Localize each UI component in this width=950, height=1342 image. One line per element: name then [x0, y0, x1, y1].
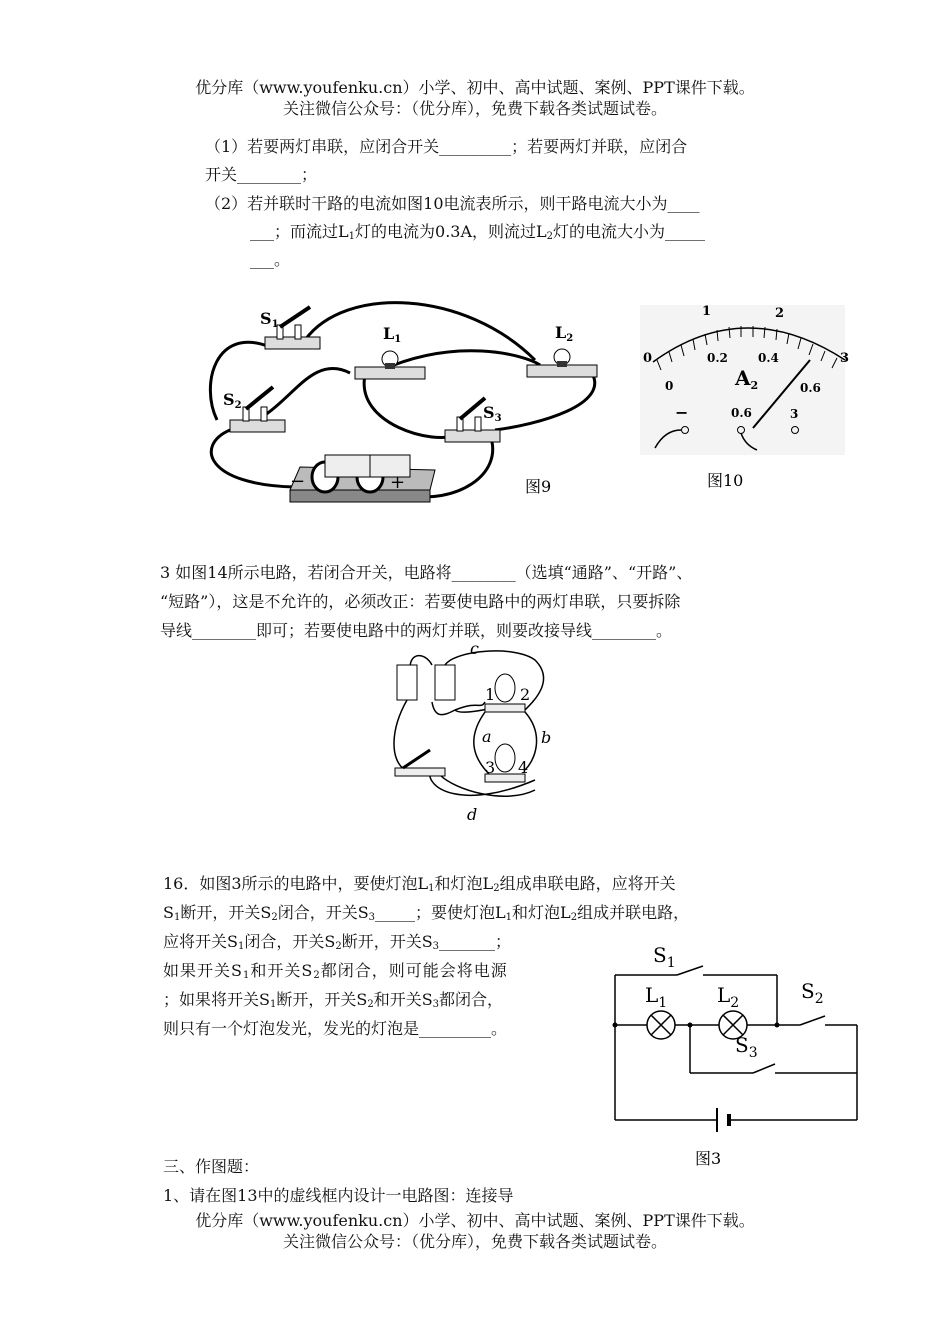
q16-line-4: 如果开关$S_1$和开关$S_2$都闭合，则可能会将电源: [163, 961, 508, 981]
fig14-wire-a: a: [482, 727, 492, 746]
header-line-2: 关注微信公众号：（优分库），免费下载各类试题试卷。: [282, 99, 667, 118]
fig10-bottom-tick-3: 0.6: [800, 381, 821, 395]
figure-3: [605, 940, 870, 1175]
battery-box: [290, 455, 435, 502]
figure-10: [635, 300, 850, 495]
q16-line-2: $S_1$断开，开关$S_2$闭合，开关$S_3\_\_\_\_\_$；要使灯泡$L_1$和灯泡$L_2$组成并联电路，: [163, 903, 690, 923]
section-3-title: 三、作图题：: [163, 1157, 260, 1176]
footer-line-2: 关注微信公众号：（优分库），免费下载各类试题试卷。: [282, 1232, 667, 1251]
q2-part1-line2: 开关________；: [205, 165, 318, 184]
figure-9: [205, 295, 605, 515]
fig14-term-3: 3: [485, 758, 496, 777]
q16-line-5: ；如果将开关$S_1$断开，开关$S_2$和开关$S_3$都闭合，: [163, 990, 504, 1010]
fig10-top-tick-3: 3: [840, 351, 850, 366]
q16-line-6: 则只有一个灯泡发光，发光的灯泡是_________。: [163, 1019, 508, 1038]
fig10-bottom-tick-1: 0.2: [707, 351, 728, 365]
fig14-wire-d: d: [467, 805, 478, 824]
fig3-s2-label: $S_2$: [801, 979, 824, 1007]
fig10-top-tick-1: 1: [702, 304, 712, 319]
footer-line-1: 优分库（www.youfenku.cn）小学、初中、高中试题、案例、PPT课件下载。: [195, 1211, 755, 1230]
q16-line-3: 应将开关$S_1$闭合，开关$S_2$断开，开关$S_3\_\_\_\_\_\_\_$；: [163, 932, 512, 952]
fig9-s3-label: S3: [483, 403, 502, 424]
fig10-bottom-tick-0: 0: [665, 379, 674, 393]
q2-part2-line3: ___。: [250, 250, 291, 269]
section-3-q1: 1、请在图13中的虚线框内设计一电路图：连接导: [163, 1186, 514, 1205]
fig9-s2-label: S2: [223, 390, 242, 411]
q16-line-1: 16．如图3所示的电路中，要使灯泡$L_1$和灯泡$L_2$组成串联电路，应将开关: [163, 874, 676, 894]
fig10-top-tick-0: 0: [643, 351, 653, 366]
fig3-s1-label: $S_1$: [653, 943, 676, 971]
q3-line-2: “短路”），这是不允许的，必须改正：若要使电路中的两灯串联，只要拆除: [160, 592, 681, 611]
fig14-term-1: 1: [485, 685, 496, 704]
fig3-caption: 图3: [695, 1149, 722, 1168]
q2-part1-line1: （1）若要两灯串联，应闭合开关_________；若要两灯并联，应闭合: [205, 137, 688, 156]
fig10-term-3: 3: [790, 407, 799, 421]
q2-part2-line2: ___；而流过$L_1$灯的电流为0.3A，则流过$L_2$灯的电流大小为_____: [250, 222, 706, 242]
fig3-s3-label: $S_3$: [735, 1033, 758, 1061]
fig9-l2-label: L2: [555, 323, 574, 344]
fig14-wire-c: c: [470, 640, 479, 658]
fig10-unit: $A_2$: [735, 366, 759, 392]
fig9-minus: −: [290, 471, 306, 492]
fig9-plus: +: [390, 472, 406, 493]
fig9-l1-label: L1: [383, 324, 402, 345]
fig3-lamp-l1: [647, 1011, 675, 1039]
q3-line-1: 3 如图14所示电路，若闭合开关，电路将________（选填“通路”、“开路”、: [160, 563, 693, 582]
q2-part2-line1: （2）若并联时干路的电流如图10电流表所示，则干路电流大小为____: [205, 194, 700, 213]
figure-14: [385, 640, 555, 825]
fig10-top-tick-2: 2: [775, 306, 785, 321]
q3-line-3: 导线________即可；若要使电路中的两灯并联，则要改接导线________。: [160, 621, 673, 640]
fig10-bottom-tick-2: 0.4: [758, 351, 779, 365]
fig9-s1-label: S1: [260, 309, 279, 330]
fig10-term-minus: −: [675, 403, 689, 422]
header-line-1: 优分库（www.youfenku.cn）小学、初中、高中试题、案例、PPT课件下载。: [195, 78, 755, 97]
fig10-caption: 图10: [707, 471, 744, 490]
fig3-l1-label: $L_1$: [645, 983, 668, 1011]
fig10-term-06: 0.6: [731, 406, 752, 420]
fig14-wire-b: b: [541, 728, 552, 747]
fig9-caption: 图9: [525, 477, 552, 496]
fig14-term-2: 2: [520, 685, 531, 704]
fig14-term-4: 4: [518, 758, 529, 777]
lamp-l1: [355, 351, 425, 379]
fig3-l2-label: $L_2$: [717, 983, 740, 1011]
